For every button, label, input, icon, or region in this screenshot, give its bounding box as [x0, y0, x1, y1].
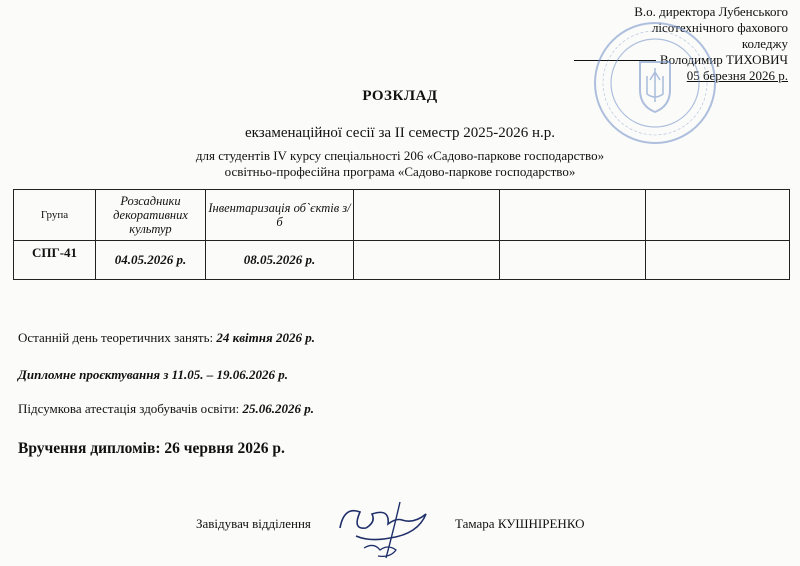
table-cell-empty [354, 241, 500, 280]
table-cell-group: СПГ-41 [14, 241, 96, 280]
approval-line-1: В.о. директора Лубенського [634, 4, 788, 19]
session-subtitle: екзаменаційної сесії за II семестр 2025-2026 н.р. [245, 125, 555, 141]
program-info [0, 148, 800, 180]
column-header-empty [354, 190, 500, 241]
column-header-group: Група [14, 190, 96, 241]
column-header-subject: Інвентаризація об`єктів з/б [206, 190, 354, 241]
column-header-empty [500, 190, 646, 241]
table-cell-empty [646, 241, 790, 280]
director-name: Володимир ТИХОВИЧ [659, 52, 788, 67]
column-header-subject: Розсадники декоративних культур [96, 190, 206, 241]
table-cell-date: 08.05.2026 р. [206, 241, 354, 280]
table-cell-date: 04.05.2026 р. [96, 241, 206, 280]
exam-schedule-table [13, 189, 790, 280]
last-study-day [18, 330, 315, 346]
last-study-day-label: Останній день теоретичних занять: [18, 330, 217, 345]
page-title: РОЗКЛАД [362, 88, 438, 104]
specialty-line: для студентів IV курсу спеціальності 206 «Садово-паркове господарство» [195, 148, 605, 163]
department-head-name: Тамара КУШНІРЕНКО [455, 516, 585, 531]
table-row [14, 241, 790, 280]
handwritten-signature [330, 498, 440, 564]
table-cell-empty [500, 241, 646, 280]
program-line: освітньо-професійна програма «Садово-паркове господарство» [224, 164, 576, 179]
diploma-ceremony: Вручення дипломів: 26 червня 2026 р. [18, 440, 285, 457]
approval-line-2: лісотехнічного фахового [651, 20, 788, 35]
final-attestation-label: Підсумкова атестація здобувачів освіти: [18, 401, 243, 416]
last-study-day-value: 24 квітня 2026 р. [216, 330, 315, 345]
approval-date: 05 березня 2026 р. [686, 68, 788, 83]
table-header-row [14, 190, 790, 241]
column-header-empty [646, 190, 790, 241]
department-head-title: Завідувач відділення [196, 516, 311, 531]
final-attestation [18, 401, 314, 417]
approval-line-3: коледжу [741, 36, 788, 51]
final-attestation-value: 25.06.2026 р. [242, 401, 315, 416]
diploma-design-period: Дипломне проєктування з 11.05. – 19.06.2026 р. [18, 367, 288, 382]
